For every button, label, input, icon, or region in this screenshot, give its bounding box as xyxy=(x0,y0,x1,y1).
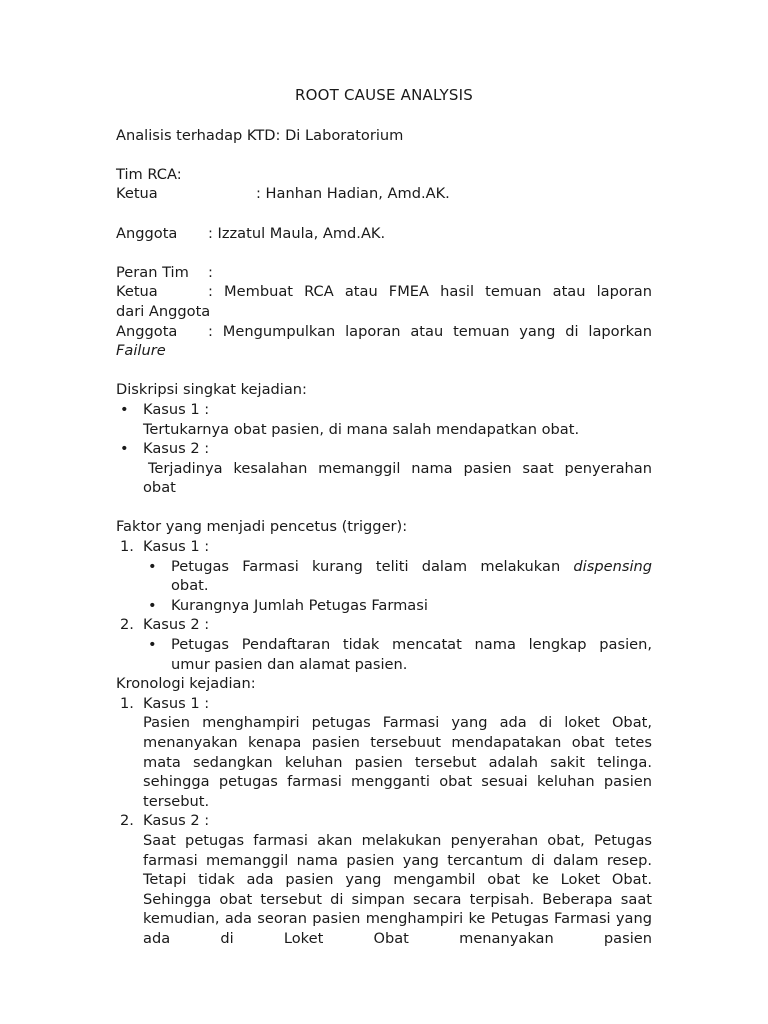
list-item xyxy=(116,811,652,948)
faktor-kasus1-bullet1-text: Petugas Farmasi kurang teliti dalam melakukan xyxy=(171,557,561,575)
faktor-heading: Faktor yang menjadi pencetus (trigger): xyxy=(116,518,408,536)
list-item xyxy=(116,400,652,439)
list-item xyxy=(116,694,652,812)
tim-heading: Tim RCA: xyxy=(116,165,182,183)
faktor-kasus1-num: 1. xyxy=(120,538,134,556)
spacer xyxy=(116,204,652,224)
kronologi-kasus2-text: Saat petugas farmasi akan melakukan penyerahan obat, Petugas farmasi memanggil nama pasien yang tercantum di dalam resep. Tetapi tidak ada pasien yang mengambil obat ke Loket Obat. Sehingga obat tersebut di simpan secara terpisah. Beberapa saat kemudian, ada seoran pasien menghampiri ke Petugas Farmasi yang ada di Loket Obat menanyakan pasien xyxy=(143,831,652,947)
peran-anggota-label: Anggota xyxy=(116,322,178,340)
tim-anggota-label: Anggota xyxy=(116,224,178,242)
faktor-kasus2-bullet1: • Petugas Pendaftaran tidak mencatat nama lengkap pasien, xyxy=(171,636,652,654)
peran-heading-row xyxy=(116,263,652,283)
kronologi-kasus1-label: Kasus 1 : xyxy=(143,694,210,712)
peran-ketua-label: Ketua xyxy=(116,283,158,301)
faktor-kasus2-label: Kasus 2 : xyxy=(143,616,210,634)
tim-anggota-row xyxy=(116,224,652,244)
document-title: ROOT CAUSE ANALYSIS xyxy=(295,86,473,104)
tim-anggota-value: : Izzatul Maula, Amd.AK. xyxy=(208,224,386,242)
peran-anggota-value: : Mengumpulkan laporan atau temuan yang di laporkan xyxy=(208,322,652,340)
peran-ketua-value: : Membuat RCA atau FMEA hasil temuan atau laporan xyxy=(208,283,652,301)
deskripsi-list xyxy=(116,400,652,498)
list-item xyxy=(116,615,652,635)
deskripsi-kasus1-label: • Kasus 1 : xyxy=(143,400,210,418)
peran-heading-label: Peran Tim xyxy=(116,263,189,281)
kronologi-kasus2-num: 2. xyxy=(120,812,134,830)
faktor-kasus2-num: 2. xyxy=(120,616,134,634)
dispensing-text: dispensing xyxy=(573,557,653,575)
spacer xyxy=(116,243,652,263)
kronologi-kasus2-label: Kasus 2 : xyxy=(143,812,210,830)
deskripsi-kasus1-text: Tertukarnya obat pasien, di mana salah mendapatkan obat. xyxy=(143,420,580,438)
peran-ketua-row xyxy=(116,282,652,302)
peran-anggota-row xyxy=(116,322,652,342)
peran-anggota-cont xyxy=(116,341,652,361)
failure-text: Failure xyxy=(116,342,166,360)
tim-ketua-value: : Hanhan Hadian, Amd.AK. xyxy=(256,185,450,203)
faktor-kasus2-bullet1-cont: umur pasien dan alamat pasien. xyxy=(171,655,408,673)
list-item xyxy=(116,635,652,674)
tim-ketua-row xyxy=(116,184,652,204)
faktor-list xyxy=(116,537,652,674)
deskripsi-kasus2-label: • Kasus 2 : xyxy=(143,440,210,458)
kronologi-kasus1-text: Pasien menghampiri petugas Farmasi yang ada di loket Obat, menanyakan kenapa pasien tersebuut mendapatakan obat tetes mata sedangkan keluhan pasien tersebut adalah sakit telinga. sehingga petugas farmasi mengganti obat sesuai keluhan pasien tersebut. xyxy=(143,714,652,810)
analisis-line: Analisis terhadap KTD: Di Laboratorium xyxy=(116,126,404,144)
spacer xyxy=(116,145,652,165)
faktor-kasus1-bullet2: • Kurangnya Jumlah Petugas Farmasi xyxy=(171,596,428,614)
list-item xyxy=(116,439,652,498)
kronologi-list xyxy=(116,694,652,949)
peran-heading-sep: : xyxy=(208,263,213,281)
spacer xyxy=(116,498,652,518)
deskripsi-heading: Diskripsi singkat kejadian: xyxy=(116,381,307,399)
spacer xyxy=(116,361,652,381)
kronologi-kasus1-num: 1. xyxy=(120,694,134,712)
deskripsi-kasus2-cont: obat xyxy=(143,479,176,497)
peran-ketua-cont: dari Anggota xyxy=(116,302,211,320)
list-item xyxy=(116,557,652,596)
deskripsi-kasus2-text: Terjadinya kesalahan memanggil nama pasien saat penyerahan xyxy=(148,459,652,477)
faktor-kasus1-bullet1-cont: obat. xyxy=(171,577,209,595)
list-item xyxy=(116,596,652,616)
faktor-kasus1-label: Kasus 1 : xyxy=(143,538,210,556)
tim-ketua-label: Ketua xyxy=(116,185,158,203)
list-item xyxy=(116,537,652,557)
faktor-kasus1-bullet1 xyxy=(171,557,652,577)
kronologi-heading: Kronologi kejadian: xyxy=(116,675,256,693)
